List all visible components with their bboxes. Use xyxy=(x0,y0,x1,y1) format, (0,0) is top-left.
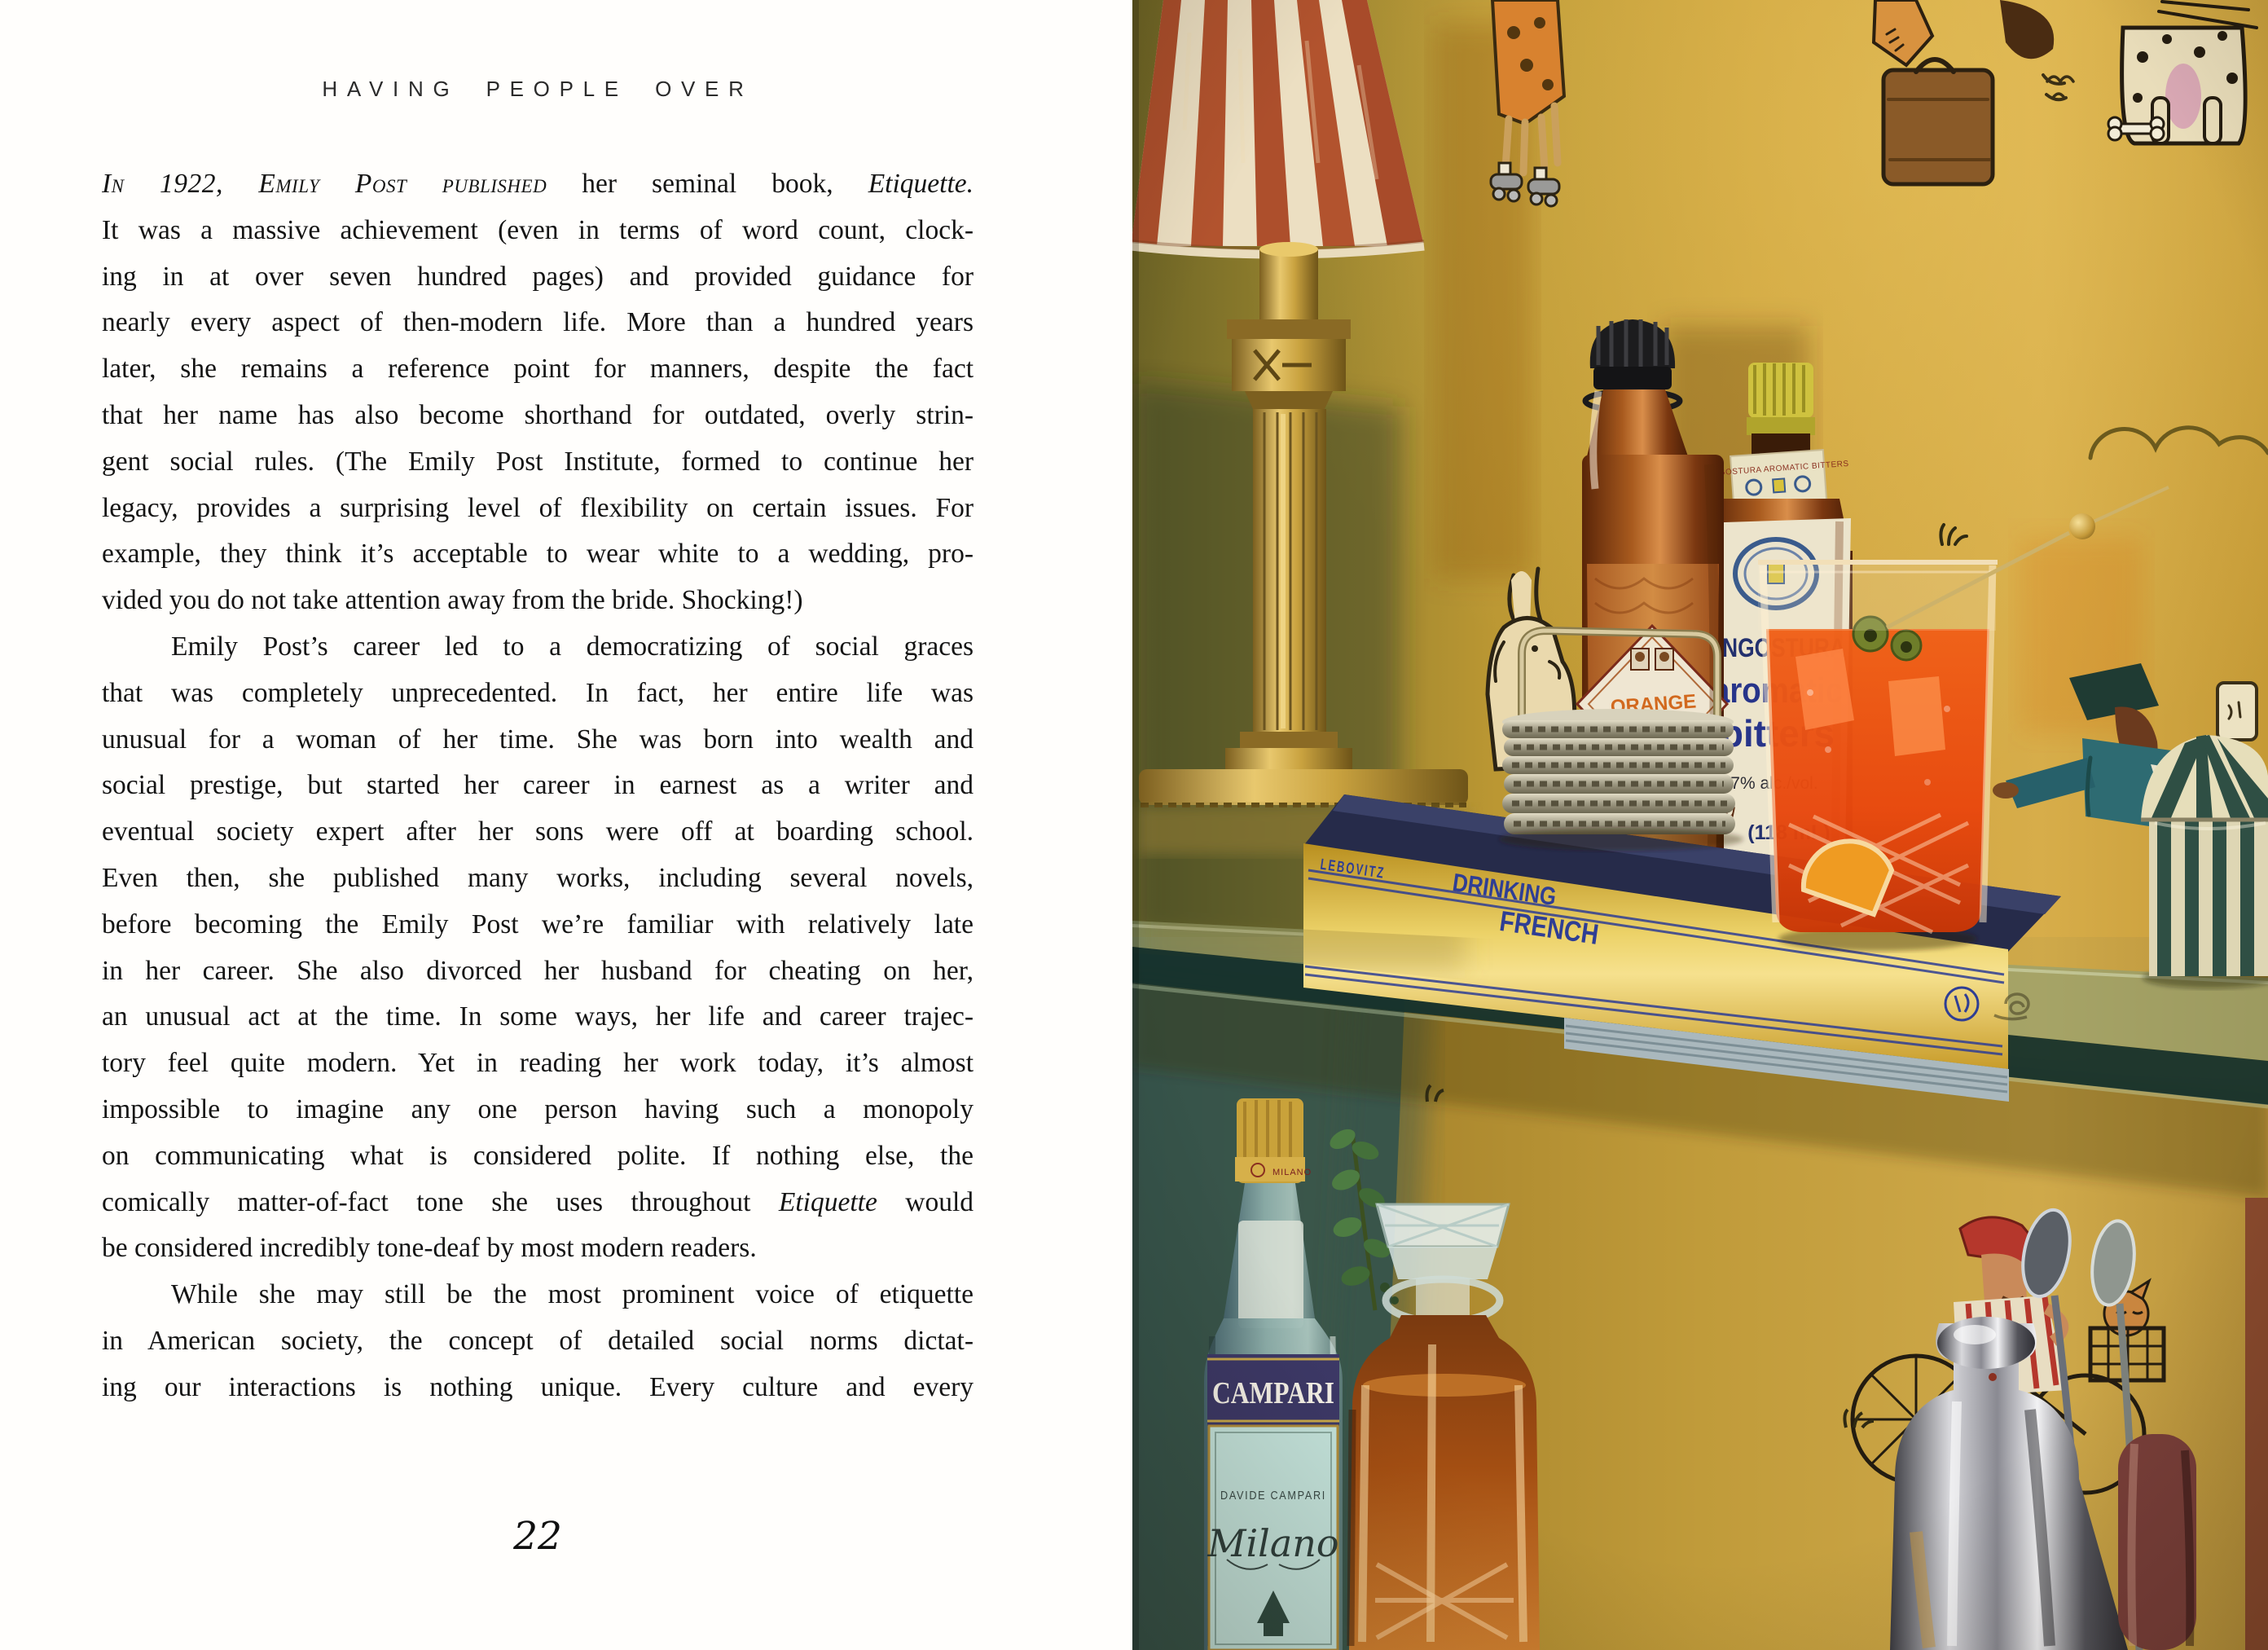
body-line: unusual for a woman of her time. She was born into wealth and xyxy=(102,724,974,755)
body-line: vided you do not take attention away from the bride. Shocking!) xyxy=(102,585,803,616)
body-line: an unusual act at the time. In some ways, her life and career trajec- xyxy=(102,1001,974,1032)
body-line: While she may still be the most prominent voice of etiquette xyxy=(171,1279,974,1310)
body-line: that was completely unprecedented. In fact, her entire life was xyxy=(102,677,974,708)
photo-page xyxy=(1132,0,2268,1650)
page-number: 22 xyxy=(513,1514,562,1559)
body-line: Even then, she published many works, including several novels, xyxy=(102,862,974,893)
body-line: on communicating what is considered polite. If nothing else, the xyxy=(102,1140,974,1171)
body-line: ing in at over seven hundred pages) and provided guidance for xyxy=(102,261,974,292)
body-line: ing our interactions is nothing unique. Every culture and every xyxy=(102,1371,974,1402)
body-line: that her name has also become shorthand for outdated, overly strin- xyxy=(102,399,974,430)
body-line: impossible to imagine any one person having such a monopoly xyxy=(102,1093,974,1124)
body-line: social prestige, but started her career in earnest as a writer and xyxy=(102,770,974,801)
page-gutter-shadow xyxy=(1132,0,1139,1650)
body-line: eventual society expert after her sons were off at boarding school. xyxy=(102,816,974,847)
body-line: It was a massive achievement (even in terms of word count, clock- xyxy=(102,214,974,245)
body-line: comically matter-of-fact tone she uses throughout Etiquette would xyxy=(102,1186,974,1217)
running-head: HAVING PEOPLE OVER xyxy=(322,77,754,101)
left-page xyxy=(0,0,1132,1650)
body-line: in her career. She also divorced her husband for cheating on her, xyxy=(102,955,974,986)
body-line: example, they think it’s acceptable to wear white to a wedding, pro- xyxy=(102,539,974,570)
body-line: nearly every aspect of then-modern life. More than a hundred years xyxy=(102,307,974,338)
body-line: be considered incredibly tone-deaf by most modern readers. xyxy=(102,1233,757,1264)
body-line: in American society, the concept of detailed social norms dictat- xyxy=(102,1325,974,1356)
body-text xyxy=(102,161,974,1411)
body-line: legacy, provides a surprising level of flexibility on certain issues. For xyxy=(102,492,974,523)
body-line: gent social rules. (The Emily Post Institute, formed to continue her xyxy=(102,446,974,477)
photo-vignette xyxy=(1132,0,2268,1650)
body-line: tory feel quite modern. Yet in reading her work today, it’s almost xyxy=(102,1048,974,1079)
body-line: Emily Post’s career led to a democratizing of social graces xyxy=(171,631,974,662)
body-line: before becoming the Emily Post we’re familiar with relatively late xyxy=(102,909,974,939)
bar-shelf-photo xyxy=(1132,0,2268,1650)
body-line: later, she remains a reference point for manners, despite the fact xyxy=(102,354,974,385)
body-line: In 1922, Emily Post published her seminal book, Etiquette. xyxy=(102,169,974,199)
